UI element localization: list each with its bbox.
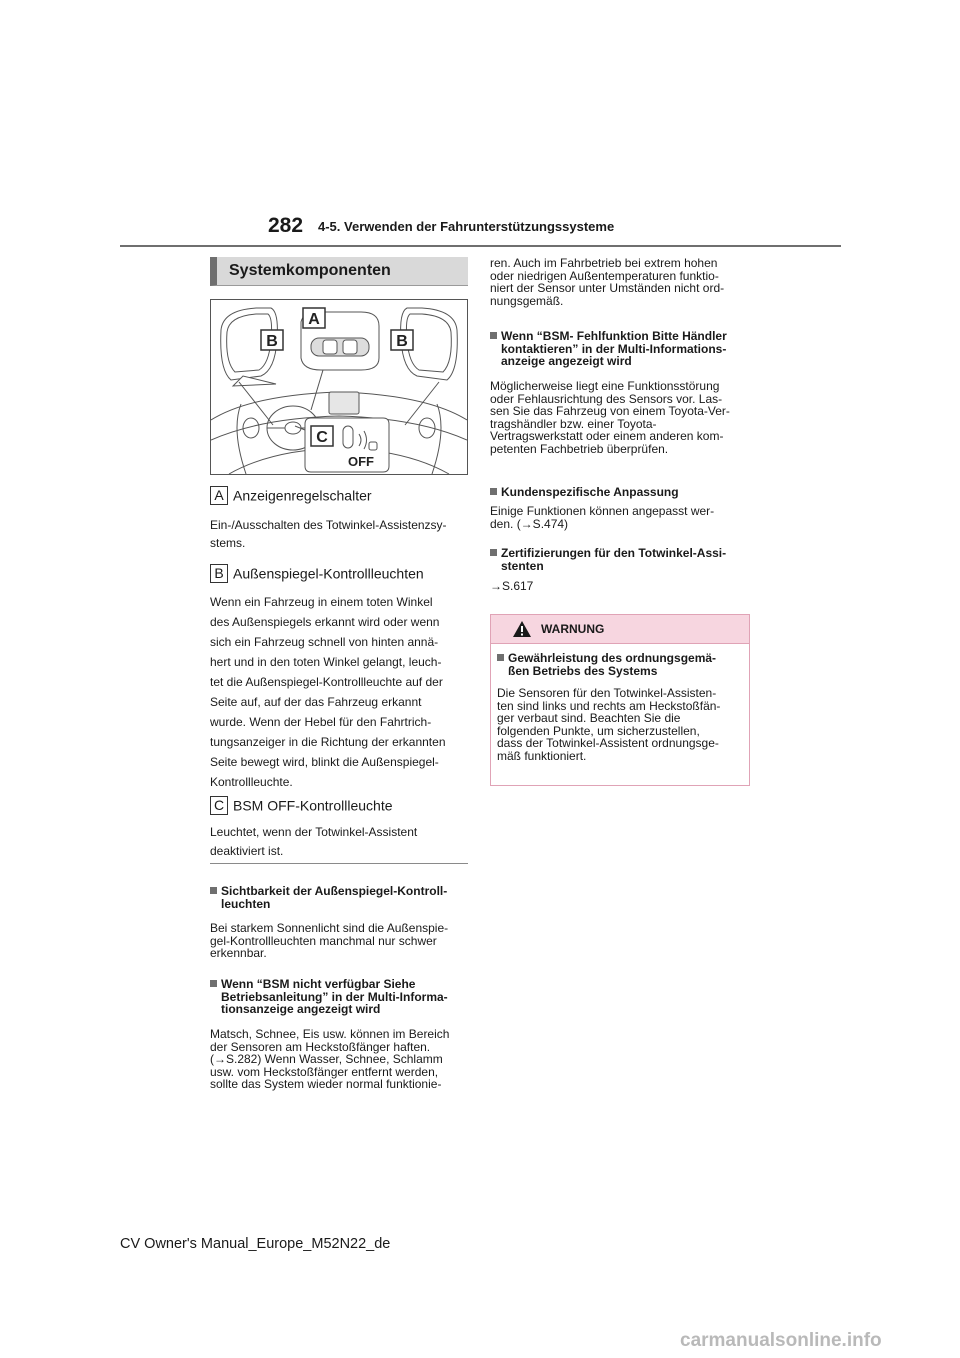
component-b-line: wurde. Wenn der Hebel für den Fahrtrich- [210,715,432,729]
page-number: 282 [268,214,304,237]
component-b-line: hert und in den toten Winkel gelangt, leuch- [210,655,442,669]
figure-label-off: OFF [348,454,374,469]
note-text-customization: Einige Funktionen können angepasst wer- den. (→S.474) [490,504,715,531]
component-b-line: Seite auf, auf der das Fahrzeug erkannt [210,695,422,709]
warning-header [491,615,749,644]
header-rule [120,245,841,247]
warning-title: WARNUNG [541,622,605,636]
square-bullet-icon [497,654,504,661]
component-letter: A [210,486,228,505]
warning-note-text: Die Sensoren für den Totwinkel-Assisten- ten sind links und rechts am Heckstoßfän- ger verbaut sind. Beachten Sie die folgenden Punkte, um sicherzustellen, dass der Totwinkel-Assistent ordnungsge- mäß funktioniert. [497,686,721,763]
dashboard-drawing [211,300,467,474]
note-head-visibility: Sichtbarkeit der Außenspiegel-Kontroll- leuchten [210,885,447,910]
figure-label-a: A [308,311,320,328]
note-head-certifications: Zertifizierungen für den Totwinkel-Assi- stenten [490,547,726,572]
note-head-customization: Kundenspezifische Anpassung [490,486,679,499]
component-b-label: B Außenspiegel-Kontrollleuchten [210,564,424,583]
component-a-label: A Anzeigenregelschalter [210,486,372,505]
figure-label-b-left: B [266,333,278,350]
component-a-line: Ein-/Ausschalten des Totwinkel-Assistenzsy- [210,518,447,532]
square-bullet-icon [210,980,217,987]
note-text-bsm-unavailable: Matsch, Schnee, Eis usw. können im Bereich der Sensoren am Heckstoßfänger haften. (→S.282) Wenn Wasser, Schnee, Schlamm usw. vom Heckstoßfänger entfernt werden, sollte das System wieder normal funktionie- [210,1027,450,1091]
component-b-line: tet die Außenspiegel-Kontrollleuchte auf der [210,675,443,689]
component-letter: B [210,564,228,583]
component-a-line: stems. [210,536,246,550]
component-b-line: Wenn ein Fahrzeug in einem toten Winkel [210,595,433,609]
system-components-heading [210,257,468,286]
section-title: 4-5. Verwenden der Fahrunterstützungssysteme [318,219,615,234]
component-c-line: deaktiviert ist. [210,844,284,858]
watermark: carmanualsonline.info [680,1330,882,1351]
footer-manual-name: CV Owner's Manual_Europe_M52N22_de [120,1236,391,1252]
warning-note-head: Gewährleistung des ordnungsgemä- ßen Betriebs des Systems [497,652,716,677]
warning-triangle-icon [512,620,532,638]
component-b-line: tungsanzeiger in die Richtung der erkannten [210,735,446,749]
dashboard-illustration [210,299,468,475]
section-divider [210,863,468,864]
component-b-line: des Außenspiegels erkannt wird oder wenn [210,615,440,629]
component-b-line: Kontrollleuchte. [210,775,293,789]
continuation-text: ren. Auch im Fahrbetrieb bei extrem hohen oder niedrigen Außentemperaturen funktio- niert der Sensor unter Umständen nicht ord- nungsgemäß. [490,256,725,308]
square-bullet-icon [490,549,497,556]
square-bullet-icon [490,332,497,339]
square-bullet-icon [210,887,217,894]
warning-box [490,614,750,786]
note-text-certifications: →S.617 [490,579,534,593]
component-letter: C [210,796,228,815]
note-text-bsm-malfunction: Möglicherweise liegt eine Funktionsstörung oder Fehlausrichtung des Sensors vor. Las- sen Sie das Fahrzeug von einem Toyota-Ver- tragshändler bzw. einer Toyota- Vertragswerkstatt oder einem anderen kom- petenten Fachbetrieb überprüfen. [490,379,730,456]
component-c-line: Leuchtet, wenn der Totwinkel-Assistent [210,825,418,839]
note-head-bsm-unavailable: Wenn “BSM nicht verfügbar Siehe Betriebsanleitung” in der Multi-Informa- tionsanzeige angezeigt wird [210,978,448,1016]
note-text-visibility: Bei starkem Sonnenlicht sind die Außenspie- gel-Kontrollleuchten manchmal nur schwer erkennbar. [210,921,449,960]
component-b-line: Seite bewegt wird, blinkt die Außenspiegel- [210,755,439,769]
figure-label-b-right: B [396,333,408,350]
component-c-label: C BSM OFF-Kontrollleuchte [210,796,393,815]
component-b-line: sich ein Fahrzeug schnell von hinten annä- [210,635,439,649]
note-head-bsm-malfunction: Wenn “BSM- Fehlfunktion Bitte Händler kontaktieren” in der Multi-Informations- anzeige angezeigt wird [490,330,727,368]
figure-label-c: C [316,429,328,446]
heading-text: Systemkomponenten [229,262,391,279]
square-bullet-icon [490,488,497,495]
